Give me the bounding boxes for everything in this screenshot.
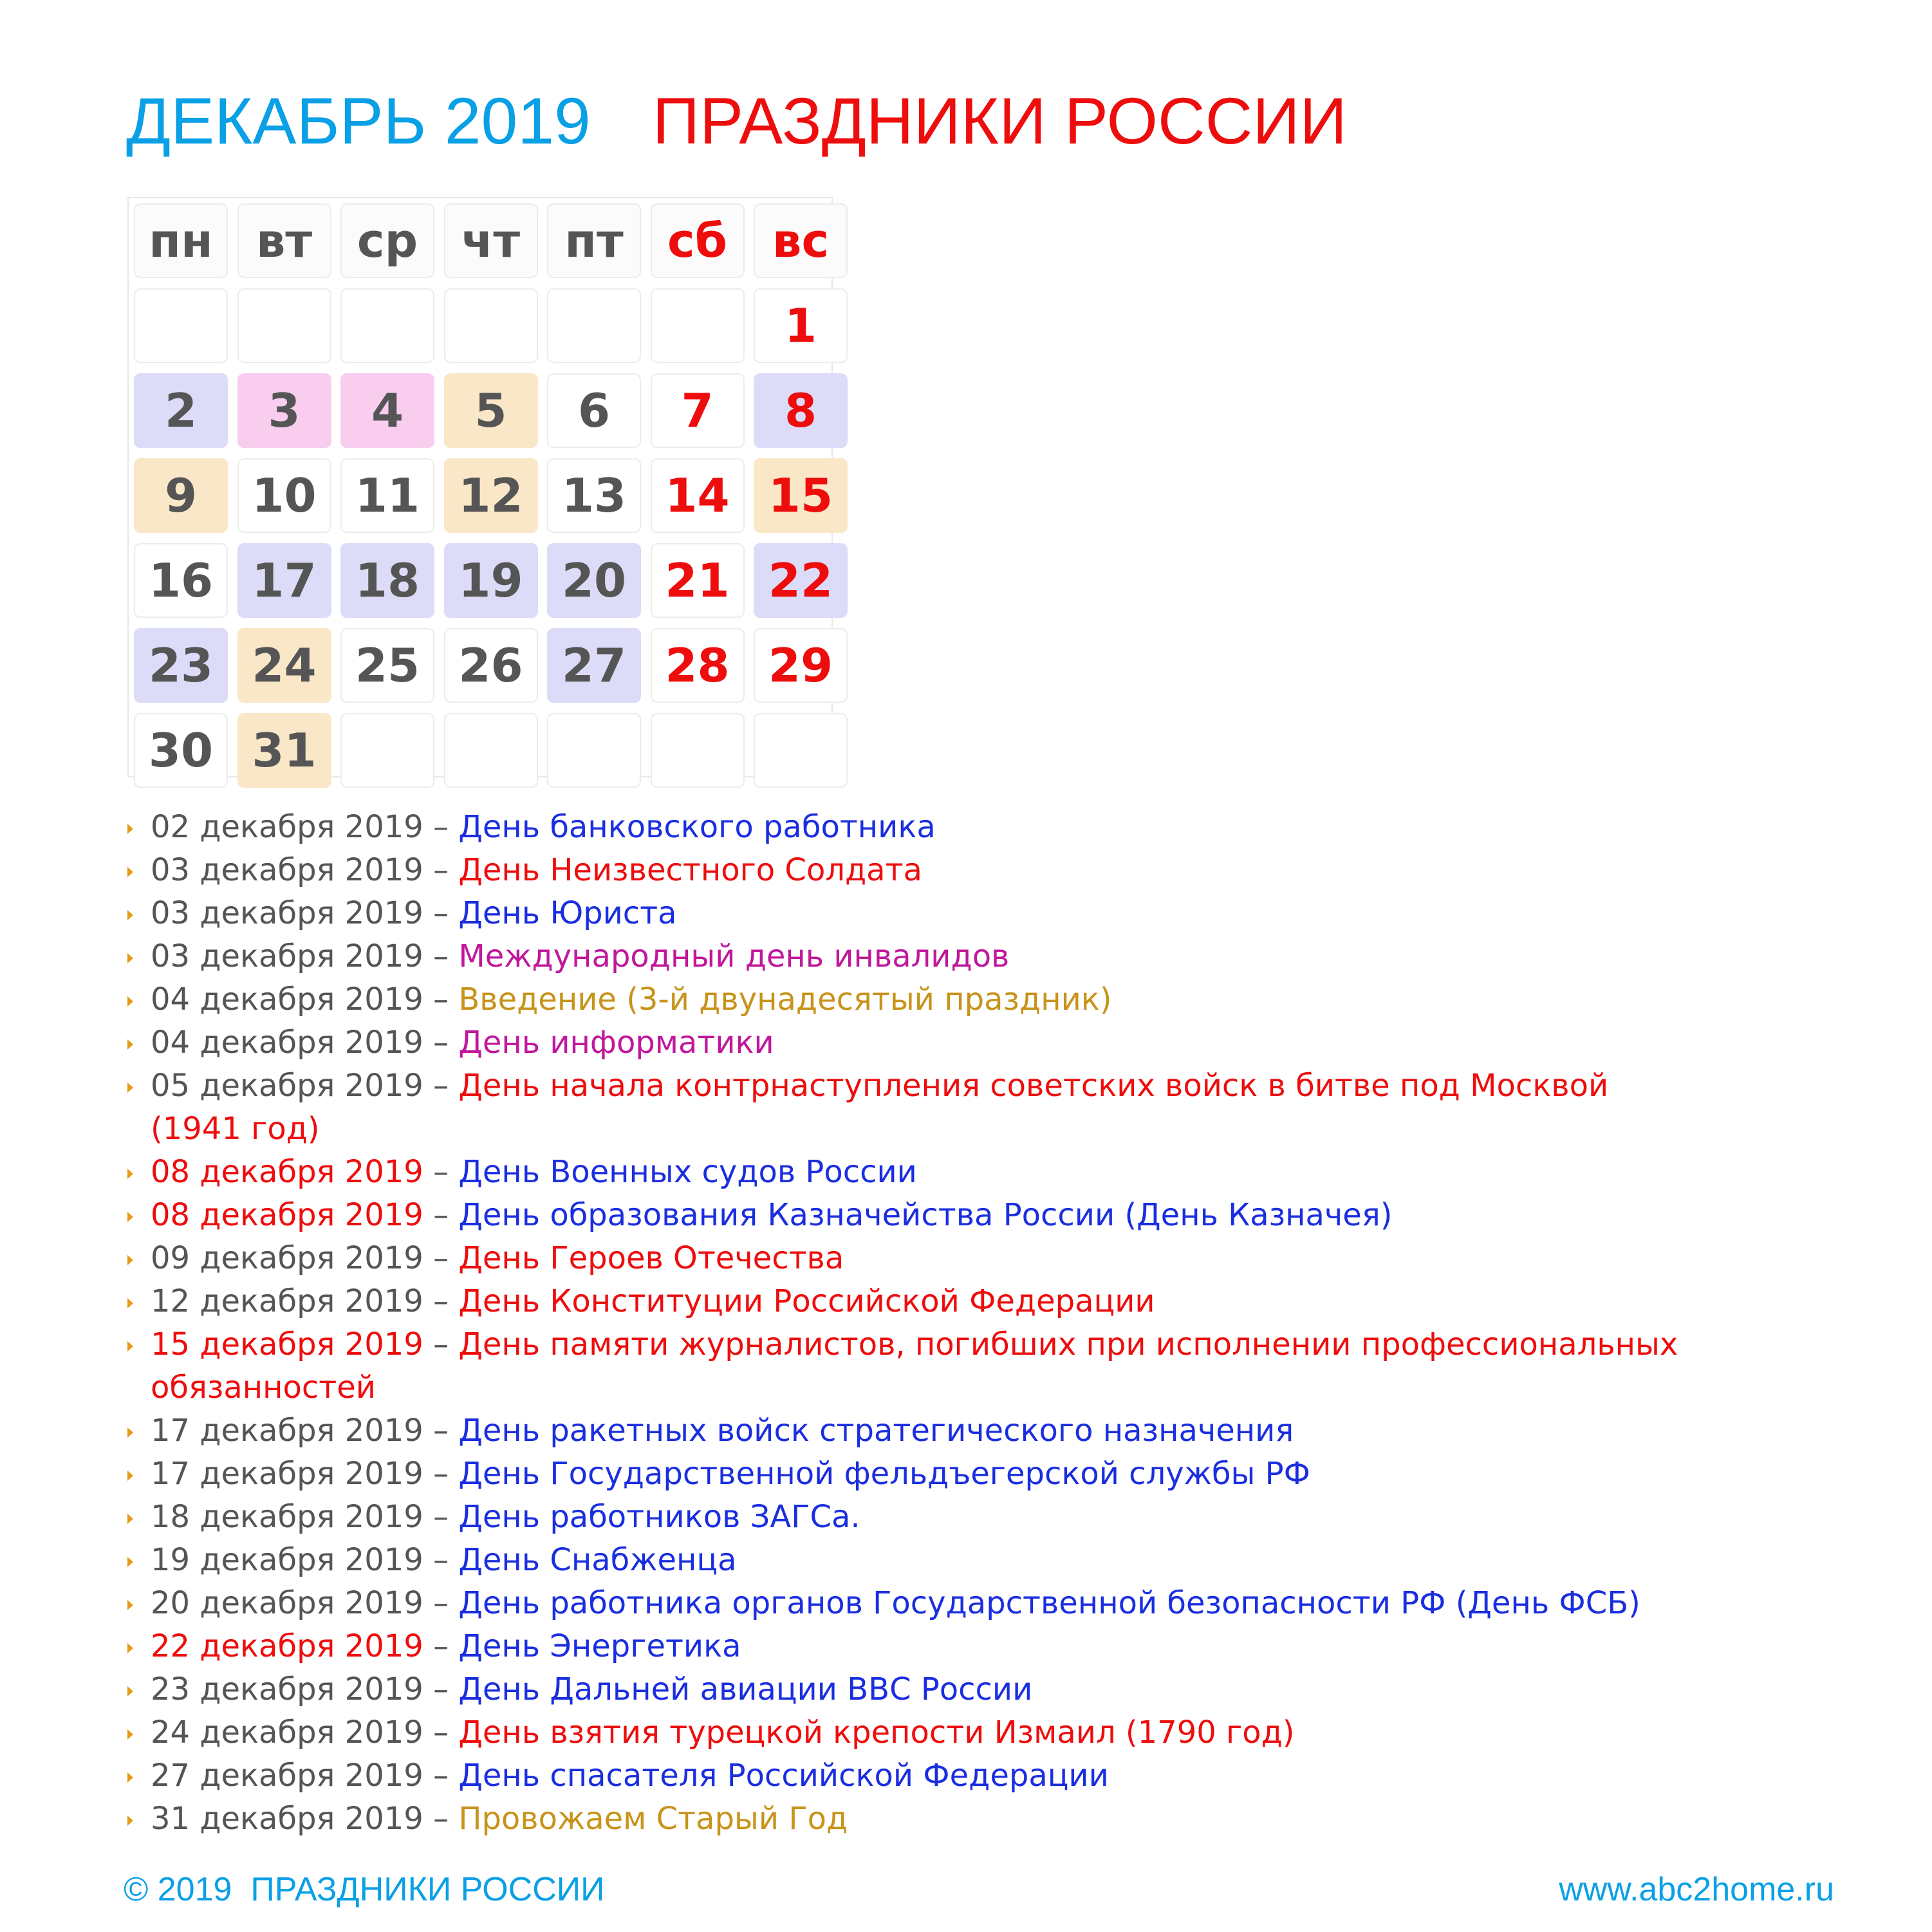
month-title: ДЕКАБРЬ 2019 — [126, 84, 591, 158]
holiday-list-item — [126, 849, 1799, 892]
holiday-name-link[interactable]: День ракетных войск стратегического назначения — [458, 1413, 1294, 1449]
holiday-name-link[interactable]: День Государственной фельдъегерской службы РФ — [458, 1456, 1310, 1492]
holiday-name-link[interactable]: День Героев Отечества — [458, 1240, 844, 1276]
dash-separator: – — [433, 852, 449, 888]
calendar-day[interactable]: 7 — [651, 373, 745, 448]
holiday-name-link[interactable]: Введение (3-й двунадесятый праздник) — [458, 981, 1112, 1017]
holiday-date: 02 декабря 2019 — [151, 809, 423, 845]
holiday-date: 04 декабря 2019 — [151, 981, 423, 1017]
weekday-header: вт — [237, 203, 331, 278]
calendar-day[interactable]: 16 — [134, 543, 228, 618]
holiday-list-item — [126, 806, 1799, 849]
page-title — [126, 82, 1347, 160]
calendar-empty-cell — [547, 288, 641, 363]
dash-separator: – — [433, 981, 449, 1017]
bullet-arrow-icon — [127, 1729, 133, 1740]
holiday-list-item — [126, 1409, 1799, 1453]
holiday-list-item — [126, 1582, 1799, 1625]
calendar-day[interactable]: 5 — [444, 373, 538, 448]
holiday-list-item — [126, 1151, 1799, 1194]
holiday-list-item — [126, 892, 1799, 935]
dash-separator: – — [433, 1326, 449, 1362]
holiday-date: 23 декабря 2019 — [151, 1671, 423, 1707]
calendar-empty-cell — [444, 288, 538, 363]
bullet-arrow-icon — [127, 996, 133, 1007]
calendar-empty-cell — [134, 288, 228, 363]
dash-separator: – — [433, 1499, 449, 1535]
holiday-date: 12 декабря 2019 — [151, 1283, 423, 1319]
calendar-day[interactable]: 3 — [237, 373, 331, 448]
holiday-list-item — [126, 1539, 1799, 1582]
bullet-arrow-icon — [127, 1816, 133, 1826]
calendar-day[interactable]: 29 — [754, 628, 848, 703]
holiday-list-item — [126, 1625, 1799, 1668]
calendar-day[interactable]: 20 — [547, 543, 641, 618]
holiday-name-link[interactable]: День Энергетика — [458, 1628, 741, 1664]
holiday-name-link[interactable]: День банковского работника — [458, 809, 936, 845]
calendar-day[interactable]: 24 — [237, 628, 331, 703]
holiday-name-link[interactable]: День Дальней авиации ВВС России — [458, 1671, 1033, 1707]
calendar-day[interactable]: 31 — [237, 713, 331, 788]
bullet-arrow-icon — [127, 1212, 133, 1222]
calendar-day[interactable]: 27 — [547, 628, 641, 703]
holiday-date: 20 декабря 2019 — [151, 1585, 423, 1621]
dash-separator: – — [433, 1628, 449, 1664]
bullet-arrow-icon — [127, 824, 133, 834]
bullet-arrow-icon — [127, 1600, 133, 1610]
holiday-name-continuation[interactable]: обязанностей — [151, 1370, 376, 1406]
holiday-date: 22 декабря 2019 — [151, 1628, 423, 1664]
dash-separator: – — [433, 1585, 449, 1621]
calendar-day[interactable]: 28 — [651, 628, 745, 703]
calendar-day[interactable]: 8 — [754, 373, 848, 448]
dash-separator: – — [433, 1671, 449, 1707]
holiday-name-link[interactable]: День памяти журналистов, погибших при исполнении профессиональных — [458, 1326, 1678, 1362]
holiday-name-link[interactable]: День спасателя Российской Федерации — [458, 1758, 1109, 1794]
bullet-arrow-icon — [127, 1427, 133, 1438]
calendar-empty-cell — [651, 713, 745, 788]
holiday-name-link[interactable]: День информатики — [458, 1025, 774, 1061]
calendar-empty-cell — [340, 713, 434, 788]
holiday-list-item — [126, 1754, 1799, 1797]
holiday-list-item — [126, 1496, 1799, 1539]
bullet-arrow-icon — [127, 1298, 133, 1308]
calendar-day[interactable]: 10 — [237, 458, 331, 533]
calendar-day[interactable]: 13 — [547, 458, 641, 533]
dash-separator: – — [433, 1542, 449, 1578]
calendar-day[interactable]: 23 — [134, 628, 228, 703]
bullet-arrow-icon — [127, 1772, 133, 1783]
dash-separator: – — [433, 938, 449, 974]
calendar-day[interactable]: 14 — [651, 458, 745, 533]
calendar-empty-cell — [340, 288, 434, 363]
calendar-day[interactable]: 12 — [444, 458, 538, 533]
holiday-name-continuation[interactable]: (1941 год) — [151, 1111, 320, 1147]
calendar-empty-cell — [651, 288, 745, 363]
bullet-arrow-icon — [127, 1082, 133, 1093]
bullet-arrow-icon — [127, 1557, 133, 1567]
holiday-date: 05 декабря 2019 — [151, 1068, 423, 1104]
dash-separator: – — [433, 1456, 449, 1492]
calendar-day[interactable]: 1 — [754, 288, 848, 363]
weekday-header: пт — [547, 203, 641, 278]
holiday-name-link[interactable]: День работников ЗАГСа. — [458, 1499, 860, 1535]
dash-separator: – — [433, 1413, 449, 1449]
holiday-date: 04 декабря 2019 — [151, 1025, 423, 1061]
holiday-name-link[interactable]: День взятия турецкой крепости Измаил (1790 год) — [458, 1714, 1295, 1751]
holiday-list-item — [126, 1668, 1799, 1711]
weekday-header: ср — [340, 203, 434, 278]
holiday-list-item — [126, 1280, 1799, 1323]
site-title: ПРАЗДНИКИ РОССИИ — [652, 84, 1347, 158]
bullet-arrow-icon — [127, 1471, 133, 1481]
holiday-list — [126, 806, 1799, 1841]
bullet-arrow-icon — [127, 1341, 133, 1351]
calendar-day[interactable]: 9 — [134, 458, 228, 533]
bullet-arrow-icon — [127, 1514, 133, 1524]
holiday-date: 03 декабря 2019 — [151, 938, 423, 974]
bullet-arrow-icon — [127, 953, 133, 963]
holiday-name-link[interactable]: День Конституции Российской Федерации — [458, 1283, 1155, 1319]
holiday-date: 08 декабря 2019 — [151, 1154, 423, 1190]
holiday-list-item — [126, 1453, 1799, 1496]
calendar-day[interactable]: 19 — [444, 543, 538, 618]
holiday-name-link[interactable]: День Военных судов России — [458, 1154, 917, 1190]
holiday-list-item — [126, 1064, 1799, 1151]
holiday-date: 17 декабря 2019 — [151, 1413, 423, 1449]
calendar-day[interactable]: 30 — [134, 713, 228, 788]
dash-separator: – — [433, 895, 449, 931]
calendar-day[interactable]: 4 — [340, 373, 434, 448]
holiday-date: 03 декабря 2019 — [151, 852, 423, 888]
calendar-day[interactable]: 15 — [754, 458, 848, 533]
bullet-arrow-icon — [127, 1169, 133, 1179]
calendar-day[interactable]: 6 — [547, 373, 641, 448]
holiday-date: 03 декабря 2019 — [151, 895, 423, 931]
holiday-name-link[interactable]: Международный день инвалидов — [458, 938, 1010, 974]
bullet-arrow-icon — [127, 1686, 133, 1696]
bullet-arrow-icon — [127, 1255, 133, 1265]
holiday-list-item — [126, 1021, 1799, 1064]
holiday-list-item — [126, 1797, 1799, 1841]
holiday-date: 18 декабря 2019 — [151, 1499, 423, 1535]
holiday-date: 24 декабря 2019 — [151, 1714, 423, 1751]
holiday-date: 19 декабря 2019 — [151, 1542, 423, 1578]
holiday-name-link[interactable]: Провожаем Старый Год — [458, 1801, 848, 1837]
holiday-name-link[interactable]: День работника органов Государственной безопасности РФ (День ФСБ) — [458, 1585, 1640, 1621]
holiday-date: 08 декабря 2019 — [151, 1197, 423, 1233]
holiday-list-item — [126, 1237, 1799, 1280]
bullet-arrow-icon — [127, 1039, 133, 1050]
month-calendar-grid — [127, 197, 833, 777]
bullet-arrow-icon — [127, 910, 133, 920]
footer-copyright: © 2019 ПРАЗДНИКИ РОССИИ — [124, 1871, 605, 1908]
dash-separator: – — [433, 809, 449, 845]
holiday-list-item — [126, 1194, 1799, 1237]
calendar-day[interactable]: 21 — [651, 543, 745, 618]
holiday-date: 27 декабря 2019 — [151, 1758, 423, 1794]
holiday-date: 09 декабря 2019 — [151, 1240, 423, 1276]
holiday-list-item — [126, 935, 1799, 978]
dash-separator: – — [433, 1068, 449, 1104]
calendar-empty-cell — [237, 288, 331, 363]
calendar-day[interactable]: 25 — [340, 628, 434, 703]
calendar-day[interactable]: 26 — [444, 628, 538, 703]
dash-separator: – — [433, 1025, 449, 1061]
weekday-header: чт — [444, 203, 538, 278]
holiday-list-item — [126, 1711, 1799, 1754]
holiday-date: 15 декабря 2019 — [151, 1326, 423, 1362]
holiday-name-link[interactable]: День образования Казначейства России (День Казначея) — [458, 1197, 1393, 1233]
calendar-empty-cell — [444, 713, 538, 788]
dash-separator: – — [433, 1283, 449, 1319]
bullet-arrow-icon — [127, 1643, 133, 1653]
calendar-day[interactable]: 11 — [340, 458, 434, 533]
weekday-header: сб — [651, 203, 745, 278]
dash-separator: – — [433, 1240, 449, 1276]
bullet-arrow-icon — [127, 867, 133, 877]
holiday-name-link[interactable]: День начала контрнаступления советских войск в битве под Москвой — [458, 1068, 1609, 1104]
holiday-name-link[interactable]: День Неизвестного Солдата — [458, 852, 922, 888]
holiday-list-item — [126, 978, 1799, 1021]
weekday-header: пн — [134, 203, 228, 278]
holiday-name-link[interactable]: День Снабженца — [458, 1542, 737, 1578]
dash-separator: – — [433, 1801, 449, 1837]
calendar-empty-cell — [547, 713, 641, 788]
calendar-day[interactable]: 2 — [134, 373, 228, 448]
holiday-name-link[interactable]: День Юриста — [458, 895, 677, 931]
calendar-empty-cell — [754, 713, 848, 788]
holiday-list-item — [126, 1323, 1799, 1409]
holiday-date: 17 декабря 2019 — [151, 1456, 423, 1492]
dash-separator: – — [433, 1154, 449, 1190]
calendar-day[interactable]: 17 — [237, 543, 331, 618]
footer-site-link[interactable]: www.abc2home.ru — [1559, 1871, 1834, 1908]
dash-separator: – — [433, 1714, 449, 1751]
weekday-header: вс — [754, 203, 848, 278]
holiday-date: 31 декабря 2019 — [151, 1801, 423, 1837]
dash-separator: – — [433, 1758, 449, 1794]
calendar-day[interactable]: 22 — [754, 543, 848, 618]
dash-separator: – — [433, 1197, 449, 1233]
calendar-day[interactable]: 18 — [340, 543, 434, 618]
